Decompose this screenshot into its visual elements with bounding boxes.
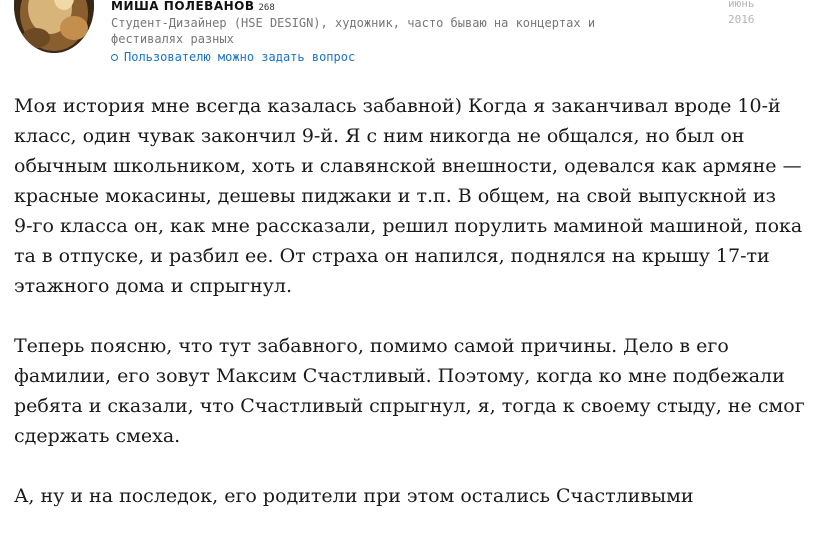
author-bio-line: фестивалях разных	[111, 32, 234, 46]
text-line: ребята и сказали, что Счастливый спрыгнул, я, тогда к своему стыду, не смог	[14, 395, 805, 417]
date-year: 2016	[728, 13, 755, 26]
text-line: фамилии, его зовут Максим Счастливый. Поэтому, когда ко мне подбежали	[14, 365, 785, 387]
answer-paragraph	[14, 331, 805, 451]
author-bio	[111, 15, 671, 47]
text-line: обычным школьником, хоть и славянской внешности, одевался как армяне —	[14, 155, 802, 177]
text-line: 9-го класса он, как мне рассказали, решил порулить маминой машиной, пока	[14, 215, 803, 237]
author-name-link[interactable]: МИША ПОЛЕВАНОВ	[111, 0, 255, 13]
author-rating: 268	[258, 3, 275, 13]
text-line: та в отпуске, и разбил ее. От страха он напился, поднялся на крышу 17-ти	[14, 245, 770, 267]
answer-body	[14, 91, 805, 541]
answer-paragraph	[14, 91, 803, 301]
author-info	[111, 0, 711, 64]
ask-question-label: Пользователю можно задать вопрос	[124, 50, 356, 64]
text-line: этажного дома и спрыгнул.	[14, 275, 292, 297]
text-line: класс, один чувак закончил 9-й. Я с ним никогда не общался, но был он	[14, 125, 745, 147]
author-bio-line: Студент-Дизайнер (HSE DESIGN), художник, часто бываю на концертах и	[111, 16, 596, 30]
author-header	[111, 0, 711, 13]
text-line: Теперь поясню, что тут забавного, помимо самой причины. Дело в его	[14, 335, 729, 357]
date-month: июнь	[728, 0, 755, 10]
author-avatar[interactable]	[14, 0, 94, 53]
avatar-photo	[14, 0, 94, 53]
text-line: Моя история мне всегда казалась забавной) Когда я заканчивал вроде 10-й	[14, 95, 781, 117]
text-line: красные мокасины, дешевы пиджаки и т.п. В общем, на свой выпускной из	[14, 185, 776, 207]
text-line: сдержать смеха.	[14, 425, 181, 447]
text-line: А, ну и на последок, его родители при этом остались Счастливыми	[14, 485, 694, 507]
circle-icon	[111, 54, 118, 61]
answer-date	[728, 0, 768, 28]
answer-paragraph	[14, 481, 774, 511]
ask-question-link[interactable]	[111, 50, 711, 64]
